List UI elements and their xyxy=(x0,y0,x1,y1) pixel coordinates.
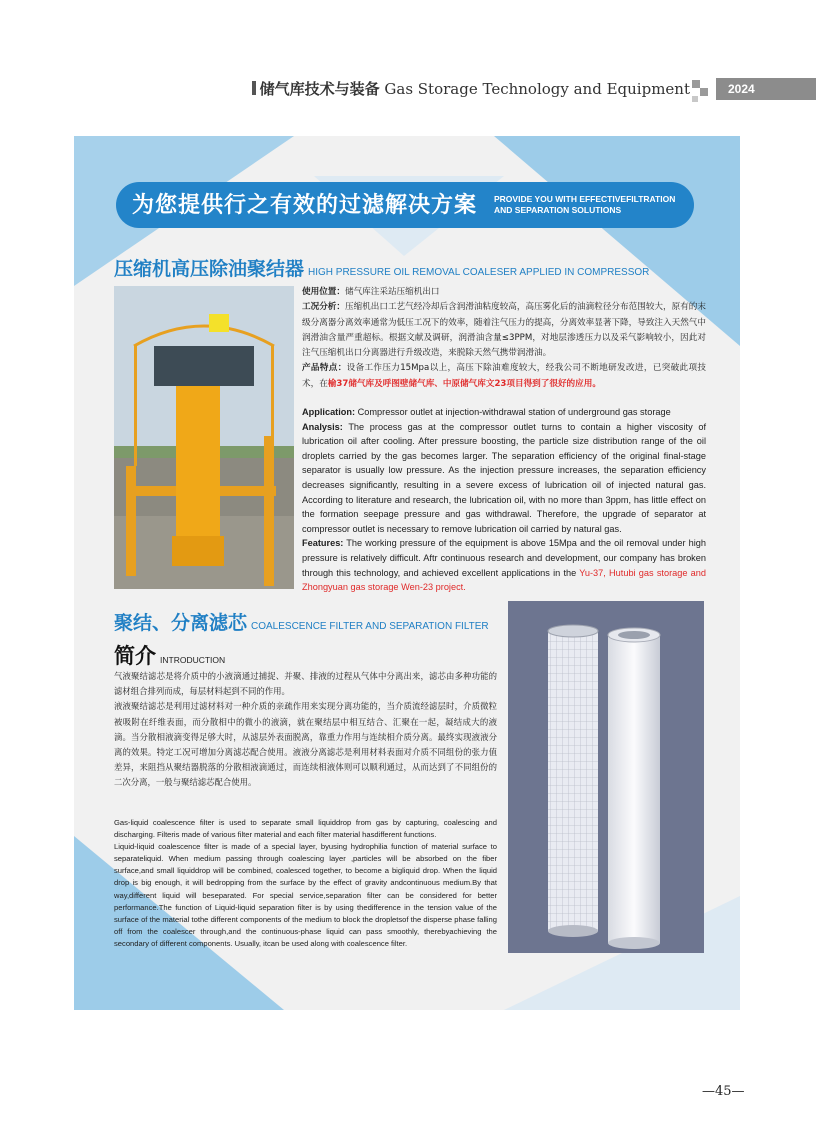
en-analysis-para xyxy=(302,420,706,537)
intro-heading-en: INTRODUCTION xyxy=(160,655,226,665)
usage-label: 使用位置： xyxy=(302,287,345,297)
section2-zh-text xyxy=(114,669,497,791)
page-number: —45— xyxy=(702,1084,745,1099)
intro-para1-en: Gas-liquid coalescence filter is used to separate small liquiddrop from gas by capturing, coalescing and discharging. Filteris made of various filter material and each filter material hasdifferent functions. xyxy=(114,818,497,840)
en-analysis-label: Analysis: xyxy=(302,421,343,432)
title-bar-mark xyxy=(252,81,256,95)
section1-title xyxy=(114,254,649,281)
intro-heading xyxy=(114,640,225,670)
en-application-para xyxy=(302,405,706,420)
page-header xyxy=(0,74,816,104)
filter-cartridges-photo xyxy=(508,601,704,953)
title-banner xyxy=(116,182,694,228)
analysis-label: 工况分析： xyxy=(302,302,345,313)
en-features-text: The working pressure of the equipment is above 15Mpa and the oil removal under high pressure is relatively difficult. Aftr continuous research and development, our company has broken through this technology, and achieved excellent applications in the xyxy=(302,538,706,578)
analysis-para xyxy=(302,300,706,361)
section1-en-text xyxy=(302,405,706,595)
banner-title-en xyxy=(494,194,675,216)
en-features-label: Features: xyxy=(302,538,344,549)
decor-square-icon xyxy=(692,96,698,102)
features-para xyxy=(302,361,706,392)
section2-title-en: COALESCENCE FILTER AND SEPARATION FILTER xyxy=(251,621,489,632)
decor-square-icon xyxy=(700,88,708,96)
banner-title-zh: 为您提供行之有效的过滤解决方案 xyxy=(132,193,478,218)
features-label: 产品特点： xyxy=(302,363,347,374)
en-features-para xyxy=(302,536,706,594)
running-title xyxy=(252,78,690,99)
en-application-text: Compressor outlet at injection-withdrawal station of underground gas storage xyxy=(355,407,671,417)
intro-heading-zh: 简介 xyxy=(114,643,156,668)
features-text: 设备工作压力15Mpa以上，高压下除油难度较大，经我公司不断地研发改进，已突破此项技术，在 xyxy=(302,363,706,389)
section1-zh-text xyxy=(302,285,706,392)
year-badge: 2024 xyxy=(716,78,816,100)
intro-para2-zh: 液液聚结滤芯是利用过滤材料对一种介质的亲疏作用来实现分离功能的，当介质流经滤层时，介质微粒被吸附在纤维表面，而分散相中的微小的液滴，就在聚结层中相互结合、汇聚在一起，凝结成大的液滴。当分散相液滴变得足够大时，从滤层外表面脱离，靠重力作用与连续相介质分离。最终实现液液分离的效果。特定工况可增加分离滤芯配合使用。液液分离滤芯是利用材料表面对介质不同组份的张力值差异，来阻挡从聚结器脱落的分散相液滴通过，而连续相液体则可以顺利通过，从而达到了不同组份的二次分离，一般与聚结滤芯配合使用。 xyxy=(114,701,497,788)
en-features-red-text: Yu-37, Hutubi gas storage and Zhongyuan gas storage Wen-23 project. xyxy=(302,567,706,593)
features-red-text: 榆37储气库及呼图壁储气库、中原储气库文23项目得到了很好的应用。 xyxy=(327,378,601,389)
usage-line xyxy=(302,285,706,300)
section2-title-zh: 聚结、分离滤芯 xyxy=(114,612,248,634)
section1-title-zh: 压缩机高压除油聚结器 xyxy=(114,258,305,280)
banner-en-line2: AND SEPARATION SOLUTIONS xyxy=(494,205,622,215)
intro-para2-en: Liquid-liquid coalescence filter is made of a special layer, byusing hydrophilia function of material surface to separateliquid. When medium passing through coalescing layer ,particles will be absorbed on the fiber surface,and small liquiddrop will be combined, coalesced together, to become a bigliquid drop. When the liquid drop is big enough, it will bedropping from the surface by the effect of gravity andcontinuous medium.By that way,different liquid will beseparated. For special service,separation filter can be considered for better performance.The function of Liquid-liquid separation filter is by using thedifference in the tension value of the surface of the material tothe different components of the medium to block the dropletsof the disperse phase falling off from the coalescer through,and the continuous-phase liquid can pass smoothly, therebyachieving the secondary of different components. Usually, itcan be used along with coalescence filter. xyxy=(114,842,497,948)
running-title-zh: 储气库技术与装备 xyxy=(259,80,380,98)
banner-en-line1: PROVIDE YOU WITH EFFECTIVEFILTRATION xyxy=(494,194,676,204)
section2-title xyxy=(114,608,489,635)
en-application-label: Application: xyxy=(302,407,356,417)
running-title-en: Gas Storage Technology and Equipment xyxy=(384,80,690,98)
intro-para1-zh: 气液聚结滤芯是将介质中的小液滴通过捕捉、并聚、排液的过程从气体中分离出来，滤芯由多种功能的滤材组合排列而成，每层材料起到不同的作用。 xyxy=(114,671,497,697)
usage-text: 储气库注采站压缩机出口 xyxy=(344,287,440,297)
en-analysis-text: The process gas at the compressor outlet turns to contain a higher viscosity of lubrication oil after cooling. After pressure boosting, the particle size distribution range of the oil droplets carried by the gas becomes larger. The separation efficiency of the original final-stage separator is usually low pressure. As the injection pressure increases, the separation efficiency decreases significantly, resulting in a severe excess of lubrication oil of injected natural gas. According to literature and research, the lubrication oil, with no more than 3ppm, has little effect on the formation seepage pressure and gas withdrawal. Therefore, the upgrade of separator at compressor outlet is necessary to remove lubrication oil carried by natural gas. xyxy=(302,421,706,534)
section2-en-text xyxy=(114,817,497,950)
decor-square-icon xyxy=(692,80,700,88)
section1-title-en: HIGH PRESSURE OIL REMOVAL COALESER APPLIED IN COMPRESSOR xyxy=(308,267,650,278)
analysis-text: 压缩机出口工艺气经冷却后含润滑油粘度较高，高压雾化后的油滴粒径分布范围较大，原有的末级分离器分离效率通常为低压工况下的效率，随着注气压力的提高，分离效率显著下降，导致注入天然气中润滑油含量严重超标。根据文献及调研，润滑油含量≤3PPM，对地层渗透压力以及采气影响较小，因此对注气压缩机出口分离器进行升级改造，来脱除天然气携带润滑油。 xyxy=(302,302,706,359)
coaleser-photo xyxy=(114,286,294,589)
